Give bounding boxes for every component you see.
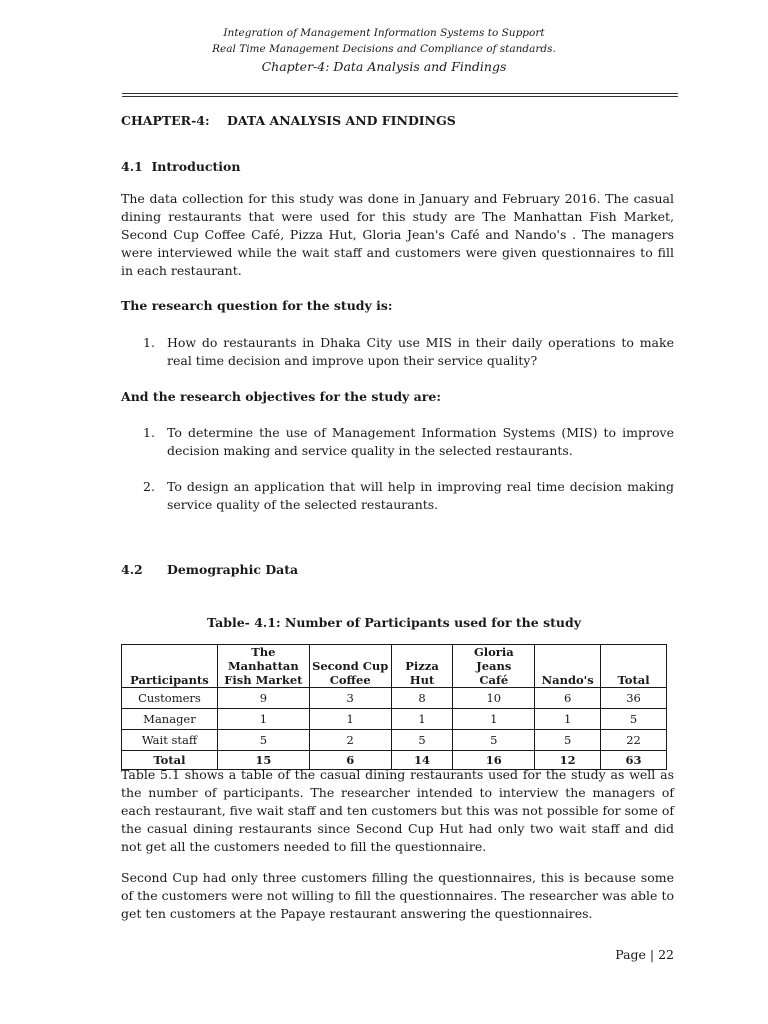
chapter-title: CHAPTER-4: DATA ANALYSIS AND FINDINGS [121,113,456,128]
table-cell: 16 [453,751,535,770]
page-number: Page | 22 [615,947,674,962]
table-cell: 5 [217,730,309,751]
list-item-text: To determine the use of Management Information Systems (MIS) to improve decision making and service quality in the selected restaurants. [167,425,674,458]
table-cell: 5 [601,709,667,730]
table-cell: Total [122,751,218,770]
column-header: The Manhattan Fish Market [217,645,309,688]
table-cell: 12 [535,751,601,770]
running-header-line-2: Real Time Management Decisions and Compliance of standards. [212,43,556,55]
table-cell: 63 [601,751,667,770]
table-cell: Customers [122,688,218,709]
section-4-2-heading [121,561,674,579]
table-cell: 5 [535,730,601,751]
table-cell: Manager [122,709,218,730]
table-cell: 1 [453,709,535,730]
section-title: Demographic Data [167,562,299,577]
table-row [122,688,667,709]
research-question-heading: The research question for the study is: [121,298,393,313]
table-header-row [122,645,667,688]
table-row [122,709,667,730]
section-4-1-heading: 4.1 Introduction [121,159,241,174]
list-item-text: How do restaurants in Dhaka City use MIS in their daily operations to make real time decision and improve upon their service quality? [167,335,674,368]
running-header [90,25,678,57]
table-cell: 6 [309,751,391,770]
list-number: 1. [143,335,155,350]
table-cell: 9 [217,688,309,709]
section-number: 4.2 [121,562,143,577]
table-cell: 3 [309,688,391,709]
column-header: Second Cup Coffee [309,645,391,688]
table-cell: 22 [601,730,667,751]
list-number: 1. [143,425,155,440]
table-cell: 1 [309,709,391,730]
table-caption: Table- 4.1: Number of Participants used for the study [207,615,581,630]
header-divider-bottom [122,96,678,97]
research-question-item [121,334,674,370]
results-paragraph-1: Table 5.1 shows a table of the casual dining restaurants used for the study as well as the number of participants. The researcher intended to interview the managers of each restaurant, five wait staff and ten customers but this was not possible for some of the casual dining restaurants since Second Cup Hut had only two wait staff and did not get all the customers needed to fill the questionnaire. [121,767,674,854]
participants-table [121,644,667,770]
column-header: Participants [122,645,218,688]
research-objectives-heading: And the research objectives for the study are: [121,389,441,404]
column-header: Nando's [535,645,601,688]
table-row [122,730,667,751]
table-cell: 14 [391,751,453,770]
table-cell: 8 [391,688,453,709]
table-cell: 10 [453,688,535,709]
column-header: Gloria Jeans Café [453,645,535,688]
column-header: Total [601,645,667,688]
table-cell: 1 [535,709,601,730]
table-cell: 5 [453,730,535,751]
table-cell: 1 [391,709,453,730]
research-objective-item [121,478,674,514]
table-cell: 6 [535,688,601,709]
running-header-line-1: Integration of Management Information Systems to Support [223,27,545,39]
table-cell: 15 [217,751,309,770]
research-objective-item [121,424,674,460]
list-item-text: To design an application that will help in improving real time decision making service quality of the selected restaurants. [167,479,674,512]
table-cell: 2 [309,730,391,751]
table-cell: 36 [601,688,667,709]
results-paragraph-2: Second Cup had only three customers filling the questionnaires, this is because some of the customers were not willing to fill the questionnaires. The researcher was able to get ten customers at the Papaye restaurant answering the questionnaires. [121,870,674,921]
table-cell: 1 [217,709,309,730]
intro-paragraph: The data collection for this study was done in January and February 2016. The casual dining restaurants that were used for this study are The Manhattan Fish Market, Second Cup Coffee Café, Pizza Hut, Gloria Jean's Café and Nando's . The managers were interviewed while the wait staff and customers were given questionnaires to fill in each restaurant. [121,191,674,278]
running-header-chapter: Chapter-4: Data Analysis and Findings [261,59,507,74]
list-number: 2. [143,479,155,494]
header-divider-top [122,93,678,94]
table-cell: 5 [391,730,453,751]
column-header: Pizza Hut [391,645,453,688]
table-cell: Wait staff [122,730,218,751]
